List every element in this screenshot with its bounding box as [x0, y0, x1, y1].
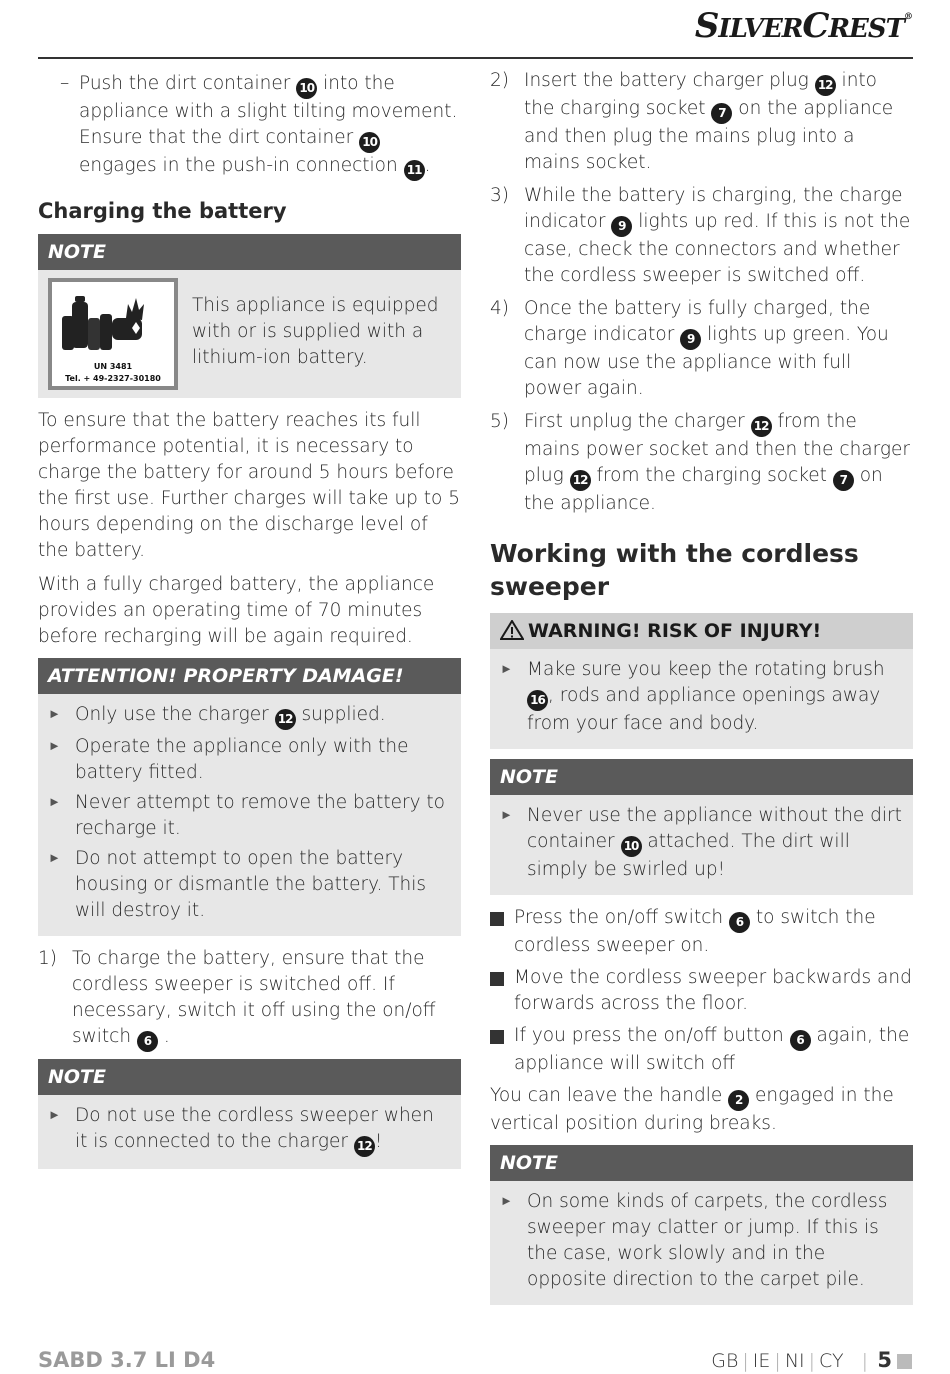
- warning-title: WARNING! RISK OF INJURY!: [528, 620, 822, 642]
- ref-number-icon: 6: [729, 912, 750, 933]
- triangle-bullet-icon: ►: [500, 808, 513, 823]
- attention-body: [38, 694, 461, 936]
- square-item: [490, 965, 913, 1017]
- lang-code: CY: [819, 1350, 844, 1372]
- lang-code: IE: [752, 1350, 771, 1372]
- text: Never use the appliance without the dirt container: [527, 805, 902, 852]
- note-title: NOTE: [38, 1059, 461, 1095]
- text: To charge the battery, ensure that the cordless sweeper is switched off. If necessary, switch it off using the on/off switch: [72, 948, 436, 1047]
- note-body: [38, 270, 461, 398]
- note-title: NOTE: [490, 1145, 913, 1181]
- battery-fire-icon: [62, 288, 164, 360]
- paragraph-charging: To ensure that the battery reaches its full performance potential, it is necessary to charge the battery for around 5 hours before the first use. Further charges will take up to 5 hours depending on the discharge level of the battery.: [38, 410, 461, 561]
- text: If you press the on/off button: [514, 1025, 790, 1046]
- battery-label-icon: [48, 278, 178, 390]
- note-box-carpet: [490, 1145, 913, 1305]
- ref-number-icon: 2: [728, 1090, 749, 1111]
- ref-number-icon: 10: [359, 132, 380, 153]
- triangle-bullet-icon: ►: [500, 662, 513, 677]
- step-2: [490, 68, 913, 176]
- paragraph-handle: [490, 1083, 913, 1137]
- text: on the appliance.: [524, 465, 883, 514]
- text: engages in the push-in connection: [79, 155, 404, 176]
- step-4: [490, 296, 913, 402]
- ref-number-icon: 7: [833, 470, 854, 491]
- ref-number-icon: 10: [621, 836, 642, 857]
- warning-triangle-icon: [500, 620, 524, 640]
- text: from the charging socket: [590, 465, 833, 486]
- text: attached. The dirt will simply be swirled up!: [527, 831, 850, 880]
- ref-number-icon: 9: [611, 216, 632, 237]
- text: !: [374, 1131, 383, 1152]
- dash-item: [38, 71, 461, 181]
- step-number: 1): [38, 948, 57, 969]
- text: Operate the appliance only with the battery fitted.: [75, 736, 409, 783]
- list-item: [48, 846, 451, 924]
- text: Move the cordless sweeper backwards and forwards across the floor.: [514, 967, 912, 1014]
- square-bullet-icon: [490, 912, 504, 926]
- text: into the appliance with a slight tilting movement. Ensure that the dirt container: [79, 73, 458, 148]
- paragraph-operating-time: With a fully charged battery, the appliance provides an operating time of 70 minutes before recharging will be again required.: [38, 574, 435, 647]
- step-number: 4): [490, 298, 509, 319]
- ref-number-icon: 12: [275, 709, 296, 730]
- dash-mark: –: [60, 73, 70, 94]
- ref-number-icon: 7: [711, 103, 732, 124]
- text: from the mains power socket and then the charger plug: [524, 411, 910, 486]
- square-item: [490, 1023, 913, 1077]
- square-item: [490, 905, 913, 959]
- ref-number-icon: 12: [751, 416, 772, 437]
- ref-number-icon: 6: [137, 1031, 158, 1052]
- text: Once the battery is fully charged, the charge indicator: [524, 298, 871, 345]
- ref-number-icon: 9: [680, 329, 701, 350]
- warning-body: [490, 649, 913, 749]
- text: First unplug the charger: [524, 411, 751, 432]
- separator: |: [742, 1350, 749, 1372]
- note-body: [490, 795, 913, 895]
- text: .: [424, 155, 431, 176]
- section-heading-charging: Charging the battery: [38, 199, 287, 223]
- note-body: [38, 1095, 461, 1169]
- text: lights up green. You can now use the appliance with full power again.: [524, 324, 889, 399]
- text: Press the on/off switch: [514, 907, 729, 928]
- ref-number-icon: 6: [790, 1030, 811, 1051]
- ref-number-icon: 16: [527, 690, 548, 711]
- triangle-bullet-icon: ►: [48, 795, 61, 810]
- square-bullet-icon: [490, 1030, 504, 1044]
- left-column: [38, 68, 461, 1179]
- note-box-dirt: [490, 759, 913, 895]
- text: Insert the battery charger plug: [524, 70, 815, 91]
- step-number: 3): [490, 185, 509, 206]
- text: again, the appliance will switch off: [514, 1025, 910, 1074]
- attention-title: ATTENTION! PROPERTY DAMAGE!: [38, 658, 461, 694]
- warning-header: [490, 613, 913, 649]
- text: engaged in the vertical position during breaks.: [490, 1085, 894, 1134]
- ref-number-icon: 12: [354, 1136, 375, 1157]
- text: On some kinds of carpets, the cordless sweeper may clatter or jump. If this is the case, work slowly and in the opposite direction to the carpet pile.: [527, 1191, 888, 1290]
- text: supplied.: [295, 704, 386, 725]
- text: You can leave the handle: [490, 1085, 729, 1106]
- list-item: [48, 1103, 451, 1157]
- brand-logo: SILVERCREST®: [694, 6, 912, 46]
- step-1: [38, 946, 461, 1052]
- attention-box: [38, 658, 461, 936]
- text: Never attempt to remove the battery to recharge it.: [75, 792, 445, 839]
- note-title: NOTE: [490, 759, 913, 795]
- text: Do not attempt to open the battery housing or dismantle the battery. This will destroy it.: [75, 848, 427, 921]
- separator: |: [774, 1350, 781, 1372]
- triangle-bullet-icon: ►: [48, 739, 61, 754]
- ref-number-icon: 11: [404, 160, 425, 181]
- separator: |: [808, 1350, 816, 1372]
- list-item: [48, 734, 451, 786]
- text: Only use the charger: [75, 704, 275, 725]
- lang-code: GB: [711, 1350, 739, 1372]
- triangle-bullet-icon: ►: [48, 1108, 61, 1123]
- text: While the battery is charging, the charge indicator: [524, 185, 903, 232]
- square-bullet-icon: [490, 972, 504, 986]
- text: Make sure you keep the rotating brush: [527, 659, 885, 680]
- separator: |: [861, 1350, 868, 1372]
- page-number: 5: [877, 1348, 892, 1372]
- text: Push the dirt container: [79, 73, 297, 94]
- text: to switch the cordless sweeper on.: [514, 907, 876, 956]
- note-text: This appliance is equipped with or is supplied with a lithium-ion battery.: [192, 295, 439, 368]
- text: .: [157, 1026, 170, 1047]
- note-title: NOTE: [38, 234, 461, 270]
- step-5: [490, 409, 913, 517]
- ref-number-icon: 12: [815, 75, 836, 96]
- step-3: [490, 183, 913, 289]
- list-item: [500, 803, 903, 883]
- text: lights up red. If this is not the case, check the connectors and whether the cordless sweeper is switched off.: [524, 211, 911, 286]
- section-heading-working: Working with the cordless sweeper: [490, 539, 859, 601]
- footer-model: SABD 3.7 LI D4: [38, 1348, 216, 1372]
- header-rule: [38, 57, 913, 59]
- footer-languages: [711, 1350, 872, 1372]
- list-item: [48, 790, 451, 842]
- list-item: [500, 1189, 903, 1293]
- warning-box: [490, 613, 913, 749]
- label-tel: Tel. + 49-2327-30180: [65, 374, 161, 383]
- triangle-bullet-icon: ►: [48, 707, 61, 722]
- step-number: 2): [490, 70, 509, 91]
- text: into the charging socket: [524, 70, 877, 119]
- step-number: 5): [490, 411, 509, 432]
- text: on the appliance and then plug the mains plug into a mains socket.: [524, 98, 894, 173]
- label-un: UN 3481: [93, 362, 133, 371]
- list-item: [48, 702, 451, 730]
- lang-code: NI: [784, 1350, 805, 1372]
- note-box-battery: [38, 234, 461, 398]
- triangle-bullet-icon: ►: [48, 851, 61, 866]
- right-column: [490, 68, 913, 1315]
- triangle-bullet-icon: ►: [500, 1194, 513, 1209]
- note-box-charger: [38, 1059, 461, 1169]
- list-item: [500, 657, 903, 737]
- page-marker: [897, 1354, 912, 1369]
- text: Do not use the cordless sweeper when it is connected to the charger: [75, 1105, 434, 1152]
- ref-number-icon: 12: [570, 470, 591, 491]
- ref-number-icon: 10: [296, 78, 317, 99]
- text: , rods and appliance openings away from your face and body.: [527, 685, 881, 734]
- note-body: [490, 1181, 913, 1305]
